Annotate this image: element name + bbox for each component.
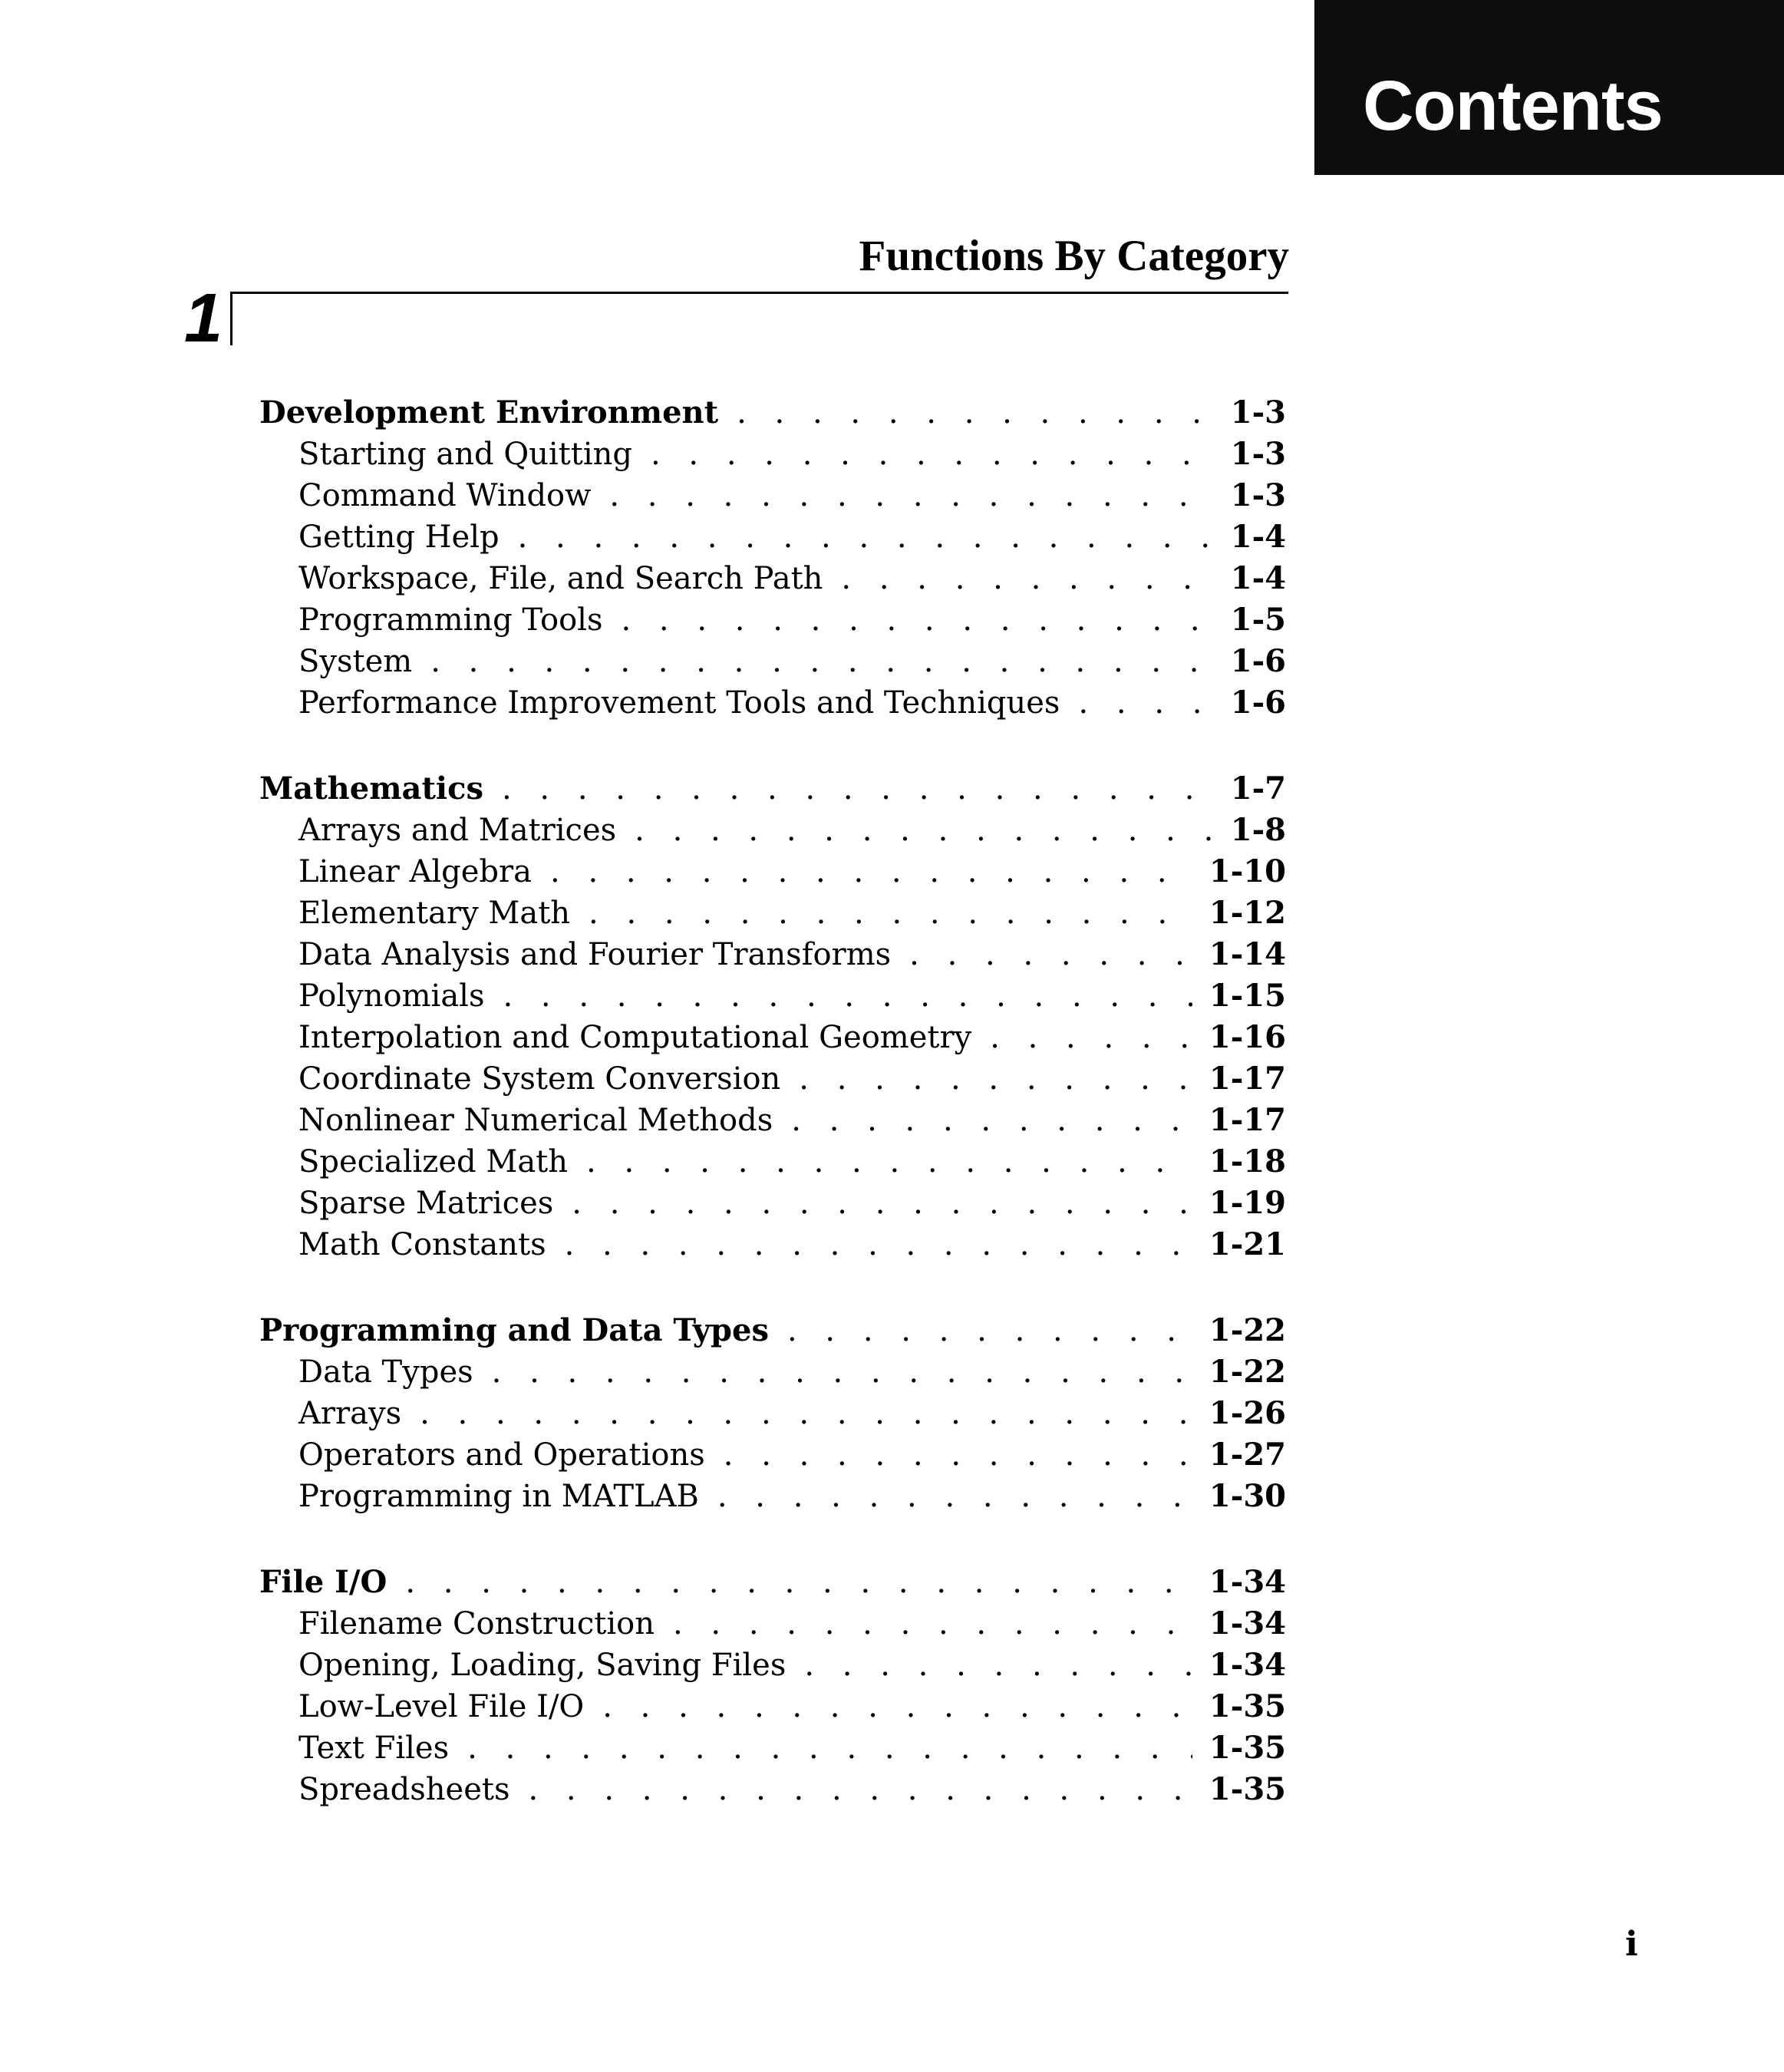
- toc-entry-page-number: 1-14: [1209, 936, 1286, 972]
- toc-entry-label: Starting and Quitting: [298, 437, 632, 472]
- toc-entry-label: Data Analysis and Fourier Transforms: [298, 937, 892, 972]
- toc-entry[interactable]: [259, 934, 1286, 975]
- contents-tab-label: Contents: [1363, 67, 1663, 145]
- toc-entry-page-number: 1-17: [1209, 1102, 1286, 1138]
- toc-section-heading-page-number: 1-22: [1209, 1312, 1286, 1348]
- toc-entry[interactable]: [259, 1224, 1286, 1265]
- toc-entry[interactable]: [259, 1686, 1286, 1727]
- table-of-contents: [259, 392, 1286, 1810]
- toc-entry[interactable]: [259, 558, 1286, 599]
- toc-entry[interactable]: [259, 1476, 1286, 1517]
- toc-section-heading-page-number: 1-34: [1209, 1564, 1286, 1600]
- toc-entry-label: Math Constants: [298, 1227, 546, 1262]
- toc-entry-label: Data Types: [298, 1354, 473, 1390]
- toc-entry[interactable]: [259, 810, 1286, 851]
- dot-leader: [651, 434, 1214, 475]
- toc-entry-page-number: 1-17: [1209, 1061, 1286, 1097]
- dot-leader: [717, 1476, 1192, 1517]
- dot-leader: [492, 1351, 1192, 1393]
- chapter-rule: [230, 292, 1288, 294]
- dot-leader: [502, 768, 1214, 810]
- toc-section-heading[interactable]: [259, 768, 1286, 810]
- toc-entry-label: Filename Construction: [298, 1606, 655, 1641]
- dot-leader: [518, 516, 1214, 558]
- toc-entry-page-number: 1-3: [1230, 436, 1286, 472]
- toc-entry-label: Spreadsheets: [298, 1772, 510, 1807]
- dot-leader: [787, 1310, 1192, 1351]
- toc-entry[interactable]: [259, 975, 1286, 1017]
- toc-entry-page-number: 1-34: [1209, 1647, 1286, 1683]
- chapter-rule-tick: [230, 292, 232, 345]
- toc-entry[interactable]: [259, 1727, 1286, 1769]
- toc-entry-page-number: 1-18: [1209, 1143, 1286, 1180]
- toc-section-heading[interactable]: [259, 392, 1286, 434]
- dot-leader: [565, 1224, 1192, 1265]
- dot-leader: [737, 392, 1214, 434]
- toc-entry-label: Sparse Matrices: [298, 1186, 554, 1221]
- dot-leader: [589, 892, 1192, 934]
- toc-entry-page-number: 1-22: [1209, 1354, 1286, 1390]
- toc-entry[interactable]: [259, 1393, 1286, 1434]
- toc-entry-label: Operators and Operations: [298, 1437, 705, 1473]
- toc-section-heading[interactable]: [259, 1310, 1286, 1351]
- toc-entry-label: Workspace, File, and Search Path: [298, 561, 823, 596]
- toc-entry[interactable]: [259, 1434, 1286, 1476]
- dot-leader: [621, 599, 1213, 641]
- toc-section-heading[interactable]: [259, 1562, 1286, 1603]
- toc-section: [259, 768, 1286, 1265]
- chapter-title: Functions By Category: [859, 232, 1289, 280]
- toc-entry-page-number: 1-27: [1209, 1437, 1286, 1473]
- page-folio: i: [1625, 1925, 1638, 1964]
- dot-leader: [609, 475, 1213, 516]
- toc-entry-page-number: 1-16: [1209, 1019, 1286, 1055]
- toc-entry[interactable]: [259, 641, 1286, 682]
- dot-leader: [1078, 682, 1213, 724]
- toc-entry[interactable]: [259, 1183, 1286, 1224]
- toc-entry[interactable]: [259, 682, 1286, 724]
- toc-entry-label: Arrays and Matrices: [298, 813, 617, 848]
- toc-entry-label: Coordinate System Conversion: [298, 1061, 781, 1097]
- toc-entry[interactable]: [259, 1058, 1286, 1100]
- toc-entry-label: Opening, Loading, Saving Files: [298, 1648, 786, 1683]
- toc-entry[interactable]: [259, 434, 1286, 475]
- toc-entry-label: Programming in MATLAB: [298, 1479, 699, 1514]
- toc-entry-label: Nonlinear Numerical Methods: [298, 1103, 773, 1138]
- toc-entry-page-number: 1-4: [1230, 519, 1286, 555]
- toc-entry-label: Getting Help: [298, 520, 500, 555]
- toc-entry[interactable]: [259, 1603, 1286, 1645]
- chapter-number: 1: [184, 280, 223, 357]
- toc-entry-page-number: 1-6: [1230, 643, 1286, 679]
- toc-entry-page-number: 1-6: [1230, 685, 1286, 721]
- toc-entry-label: Command Window: [298, 478, 592, 513]
- dot-leader: [503, 975, 1192, 1017]
- toc-section: [259, 392, 1286, 724]
- dot-leader: [635, 810, 1214, 851]
- toc-entry-label: Polynomials: [298, 978, 485, 1014]
- toc-entry-page-number: 1-34: [1209, 1605, 1286, 1641]
- toc-entry-page-number: 1-35: [1209, 1688, 1286, 1724]
- dot-leader: [420, 1393, 1192, 1434]
- toc-section-heading-label: File I/O: [259, 1564, 387, 1600]
- toc-entry[interactable]: [259, 851, 1286, 892]
- dot-leader: [430, 641, 1214, 682]
- dot-leader: [791, 1100, 1192, 1141]
- dot-leader: [405, 1562, 1192, 1603]
- toc-entry[interactable]: [259, 1645, 1286, 1686]
- toc-section-heading-page-number: 1-7: [1230, 770, 1286, 807]
- dot-leader: [529, 1769, 1192, 1810]
- contents-tab: [1314, 0, 1784, 175]
- dot-leader: [673, 1603, 1192, 1645]
- toc-entry[interactable]: [259, 599, 1286, 641]
- toc-entry[interactable]: [259, 1141, 1286, 1183]
- toc-entry[interactable]: [259, 1100, 1286, 1141]
- toc-entry[interactable]: [259, 1769, 1286, 1810]
- toc-entry[interactable]: [259, 1351, 1286, 1393]
- toc-entry-page-number: 1-8: [1230, 812, 1286, 848]
- toc-entry-label: System: [298, 644, 413, 679]
- dot-leader: [586, 1141, 1192, 1183]
- toc-entry[interactable]: [259, 475, 1286, 516]
- toc-entry-page-number: 1-35: [1209, 1771, 1286, 1807]
- dot-leader: [990, 1017, 1192, 1058]
- toc-section-heading-label: Mathematics: [259, 770, 483, 807]
- toc-entry-label: Low-Level File I/O: [298, 1689, 585, 1724]
- toc-section: [259, 1562, 1286, 1810]
- toc-entry-label: Linear Algebra: [298, 854, 533, 889]
- toc-entry-label: Specialized Math: [298, 1144, 569, 1180]
- dot-leader: [724, 1434, 1192, 1476]
- dot-leader: [804, 1645, 1192, 1686]
- dot-leader: [572, 1183, 1192, 1224]
- toc-entry-label: Performance Improvement Tools and Techniques: [298, 685, 1060, 721]
- dot-leader: [841, 558, 1213, 599]
- toc-entry-page-number: 1-21: [1209, 1226, 1286, 1262]
- toc-section: [259, 1310, 1286, 1517]
- dot-leader: [799, 1058, 1192, 1100]
- toc-entry[interactable]: [259, 516, 1286, 558]
- toc-entry-label: Arrays: [298, 1396, 402, 1431]
- dot-leader: [467, 1727, 1192, 1769]
- toc-entry-page-number: 1-12: [1209, 895, 1286, 931]
- toc-section-heading-label: Development Environment: [259, 394, 719, 431]
- dot-leader: [550, 851, 1192, 892]
- toc-entry-label: Text Files: [298, 1731, 450, 1766]
- toc-entry-page-number: 1-26: [1209, 1395, 1286, 1431]
- toc-entry-label: Interpolation and Computational Geometry: [298, 1020, 972, 1055]
- toc-entry-page-number: 1-3: [1230, 477, 1286, 513]
- toc-entry-page-number: 1-10: [1209, 853, 1286, 889]
- toc-entry-label: Elementary Math: [298, 896, 571, 931]
- toc-section-heading-page-number: 1-3: [1230, 394, 1286, 431]
- toc-section-heading-label: Programming and Data Types: [259, 1312, 769, 1348]
- toc-entry-label: Programming Tools: [298, 602, 603, 638]
- toc-entry-page-number: 1-35: [1209, 1730, 1286, 1766]
- toc-entry-page-number: 1-15: [1209, 978, 1286, 1014]
- toc-entry-page-number: 1-5: [1230, 602, 1286, 638]
- toc-entry[interactable]: [259, 892, 1286, 934]
- dot-leader: [602, 1686, 1192, 1727]
- dot-leader: [909, 934, 1192, 975]
- toc-entry-page-number: 1-30: [1209, 1478, 1286, 1514]
- toc-entry-page-number: 1-19: [1209, 1185, 1286, 1221]
- toc-entry-page-number: 1-4: [1230, 560, 1286, 596]
- toc-entry[interactable]: [259, 1017, 1286, 1058]
